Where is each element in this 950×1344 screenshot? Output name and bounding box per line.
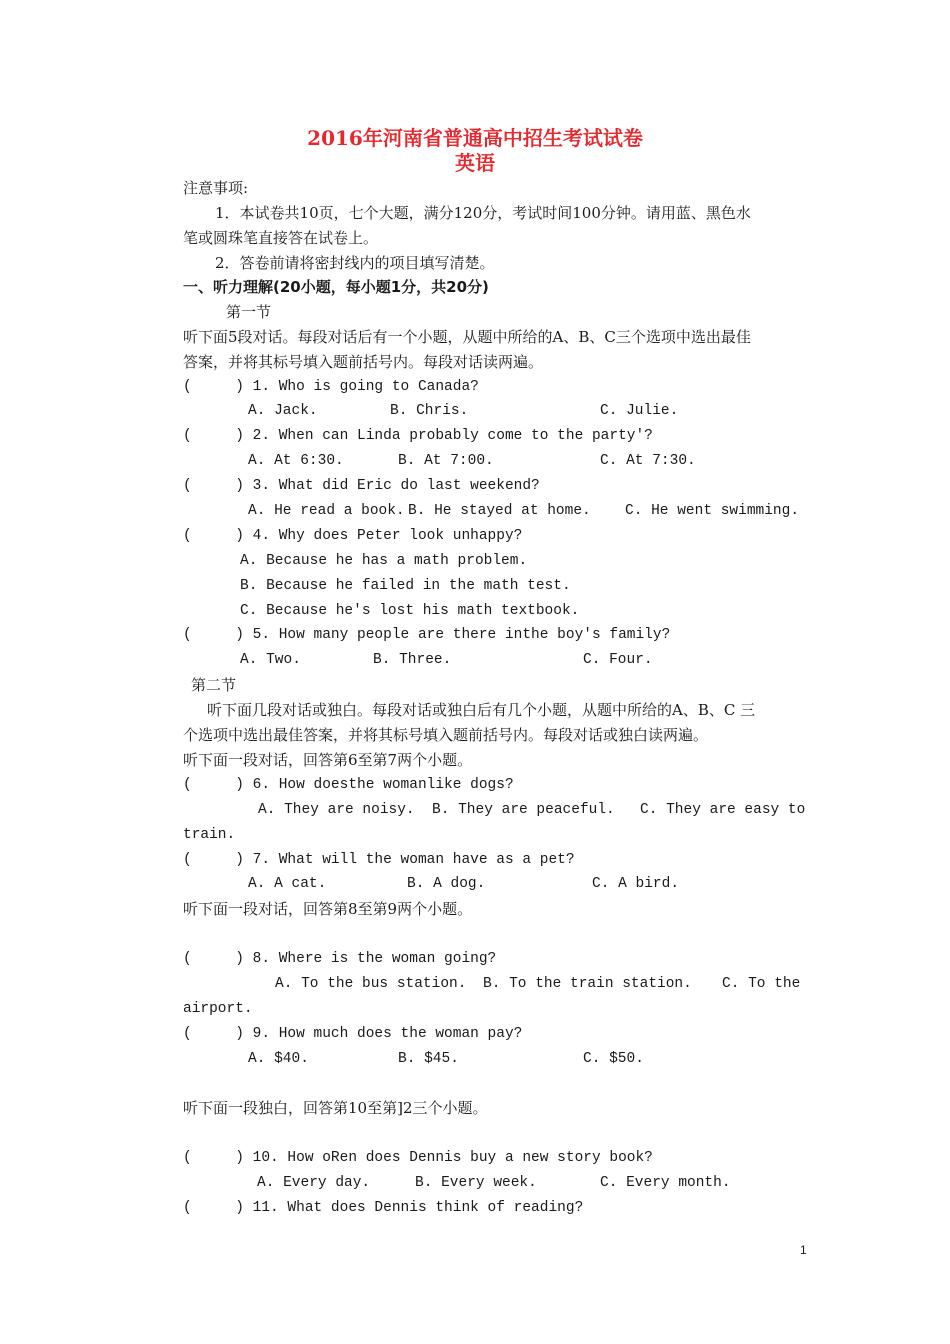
question-3-option-b: B. He stayed at home. <box>408 503 591 519</box>
question-8-option-c-continued: airport. <box>183 1001 253 1017</box>
question-6-option-b: B. They are peaceful. <box>432 802 615 818</box>
question-9-option-c: C. $50. <box>583 1051 644 1067</box>
question-4-option-c: C. Because he's lost his math textbook. <box>240 603 580 619</box>
notes-heading: 注意事项: <box>183 179 249 197</box>
question-1-option-a: A. Jack. <box>248 403 318 419</box>
question-6-option-a: A. They are noisy. <box>258 802 415 818</box>
exam-title: 2016年河南省普通高中招生考试试卷 <box>307 126 643 150</box>
notes-item1-line2: 笔或圆珠笔直接答在试卷上。 <box>183 229 379 247</box>
question-5-option-c: C. Four. <box>583 652 653 668</box>
question-3-option-a: A. He read a book. <box>248 503 405 519</box>
question-7-option-a: A. A cat. <box>248 876 327 892</box>
question-2-option-a: A. At 6:30. <box>248 453 344 469</box>
question-2-option-b: B. At 7:00. <box>398 453 494 469</box>
question-1-option-b: B. Chris. <box>390 403 469 419</box>
group-1-instruction: 听下面一段对话，回答第6至第7两个小题。 <box>183 751 473 769</box>
question-9-option-a: A. $40. <box>248 1051 309 1067</box>
question-3-option-c: C. He went swimming. <box>625 503 800 519</box>
section1-heading: 一、听力理解(20小题，每小题1分，共20分) <box>183 278 489 296</box>
question-2-option-c: C. At 7:30. <box>600 453 696 469</box>
group-3-instruction: 听下面一段独白，回答第10至第]2三个小题。 <box>183 1099 488 1117</box>
question-3-stem: ( ) 3. What did Eric do last weekend? <box>183 478 540 494</box>
question-4-option-a: A. Because he has a math problem. <box>240 553 528 569</box>
question-10-option-b: B. Every week. <box>415 1175 537 1191</box>
question-5-option-a: A. Two. <box>240 652 301 668</box>
part1-label: 第一节 <box>226 303 272 321</box>
question-10-option-c: C. Every month. <box>600 1175 731 1191</box>
question-4-stem: ( ) 4. Why does Peter look unhappy? <box>183 528 523 544</box>
question-9-stem: ( ) 9. How much does the woman pay? <box>183 1026 523 1042</box>
question-4-option-b: B. Because he failed in the math test. <box>240 578 571 594</box>
part2-instruction-line1: 听下面几段对话或独白。每段对话或独白后有几个小题，从题中所给的A、B、C 三 <box>207 701 756 719</box>
part2-label: 第二节 <box>191 676 237 694</box>
part2-instruction-line2: 个选项中选出最佳答案，并将其标号填入题前括号内。每段对话或独白读两遍。 <box>183 726 709 744</box>
question-7-stem: ( ) 7. What will the woman have as a pet? <box>183 852 575 868</box>
part1-instruction-line2: 答案，并将其标号填入题前括号内。每段对话读两遍。 <box>183 353 544 371</box>
question-5-stem: ( ) 5. How many people are there inthe boy's family? <box>183 627 671 643</box>
question-10-option-a: A. Every day. <box>257 1175 371 1191</box>
question-9-option-b: B. $45. <box>398 1051 459 1067</box>
question-8-option-c: C. To the <box>722 976 801 992</box>
question-7-option-c: C. A bird. <box>592 876 680 892</box>
part1-instruction-line1: 听下面5段对话。每段对话后有一个小题，从题中所给的A、B、C三个选项中选出最佳 <box>183 328 751 346</box>
question-8-option-b: B. To the train station. <box>483 976 692 992</box>
question-2-stem: ( ) 2. When can Linda probably come to the party'? <box>183 428 653 444</box>
question-8-option-a: A. To the bus station. <box>275 976 467 992</box>
exam-subject: 英语 <box>455 151 495 175</box>
question-6-option-c: C. They are easy to <box>640 802 806 818</box>
question-10-stem: ( ) 10. How oRen does Dennis buy a new story book? <box>183 1150 653 1166</box>
question-11-stem: ( ) 11. What does Dennis think of reading? <box>183 1200 584 1216</box>
question-1-stem: ( ) 1. Who is going to Canada? <box>183 379 479 395</box>
question-8-stem: ( ) 8. Where is the woman going? <box>183 951 497 967</box>
question-1-option-c: C. Julie. <box>600 403 679 419</box>
notes-item2: 2．答卷前请将密封线内的项目填写清楚。 <box>215 254 495 272</box>
notes-item1-line1: 1．本试卷共10页，七个大题，满分120分，考试时间100分钟。请用蓝、黑色水 <box>215 204 751 222</box>
question-7-option-b: B. A dog. <box>407 876 486 892</box>
question-6-option-c-continued: train. <box>183 827 236 843</box>
group-2-instruction: 听下面一段对话，回答第8至第9两个小题。 <box>183 900 473 918</box>
question-5-option-b: B. Three. <box>373 652 452 668</box>
page-number: 1 <box>800 1243 807 1257</box>
question-6-stem: ( ) 6. How doesthe womanlike dogs? <box>183 777 514 793</box>
